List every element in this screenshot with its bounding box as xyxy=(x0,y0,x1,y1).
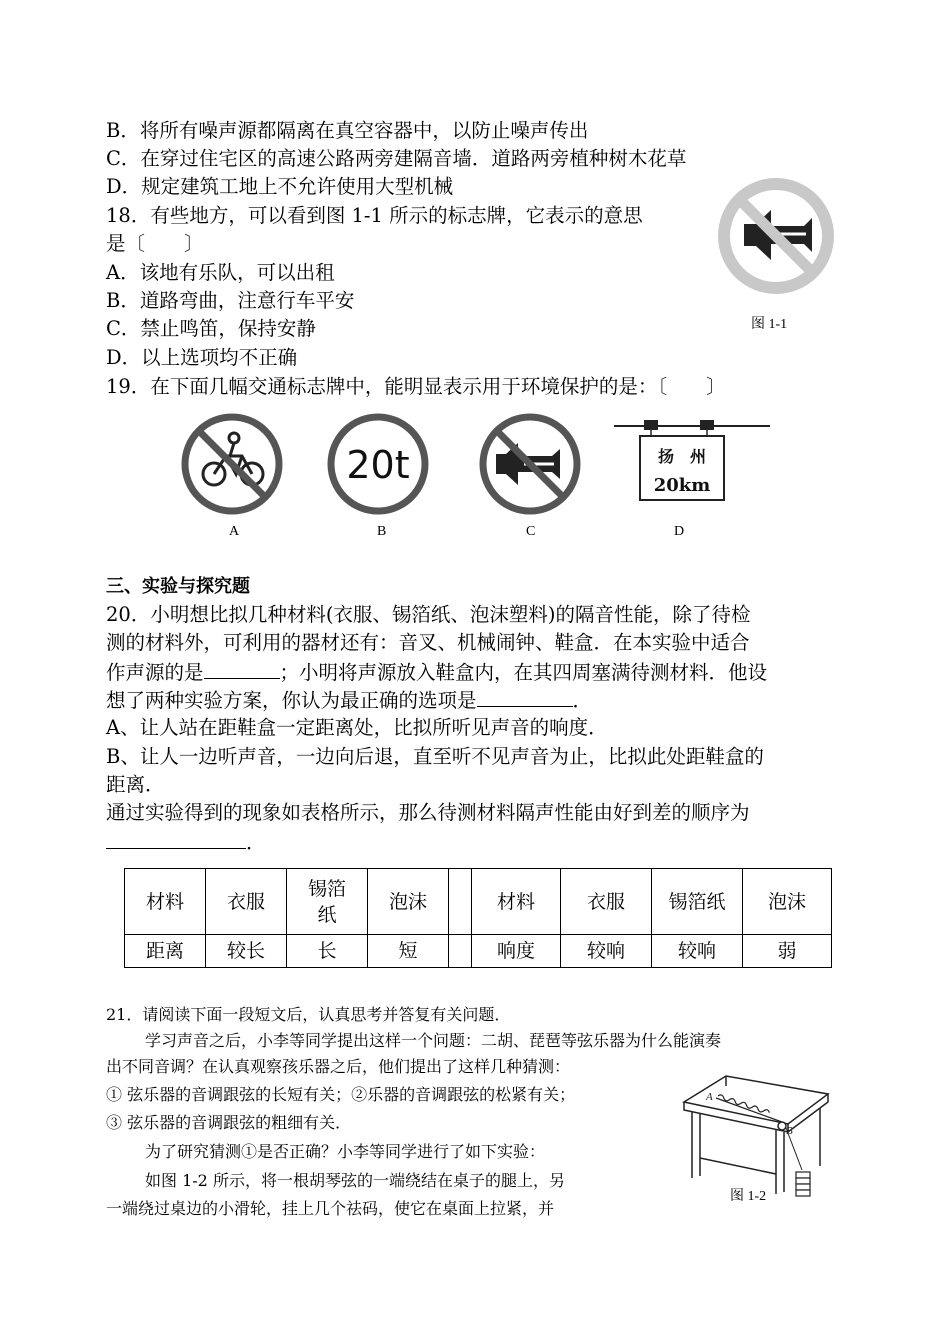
answer-blank-1 xyxy=(204,658,280,679)
q20-results-table xyxy=(124,868,832,968)
q18-option-b: B．道路弯曲，注意行车平安 xyxy=(106,289,355,312)
table-cell: 距离 xyxy=(125,935,206,968)
table-cell: 锡箔纸 xyxy=(652,869,743,935)
q20-line5: 通过实验得到的现象如表格所示，那么待测材料隔声性能由好到差的顺序为 xyxy=(106,801,750,824)
table-cell: 弱 xyxy=(743,935,832,968)
table-gap xyxy=(449,869,472,935)
table-cell: 长 xyxy=(287,935,368,968)
q21-line8: 一端绕过桌边的小滑轮，挂上几个祛码，使它在桌面上拉紧，并 xyxy=(106,1199,555,1218)
sign-a-label: A xyxy=(229,524,240,539)
table-cell: 较响 xyxy=(652,935,743,968)
q20-line4: 想了两种实验方案，你认为最正确的选项是 ． xyxy=(106,686,592,715)
q20-option-b-line1: B、让人一边听声音，一边向后退，直至听不见声音为止，比拟此处距鞋盒的 xyxy=(106,745,764,768)
table-cell: 材料 xyxy=(125,869,206,935)
q21-line2: 学习声音之后，小李等同学提出这样一个问题：二胡、琵琶等弦乐器为什么能演奏 xyxy=(145,1031,722,1050)
sign-b-label: B xyxy=(377,524,387,539)
sign-b-text: 20t xyxy=(346,443,410,487)
sign-b-weight-limit xyxy=(326,412,430,516)
section-3-heading: 三、实验与探究题 xyxy=(106,576,250,597)
sign-d-distance: 20km xyxy=(653,475,711,496)
sign-d-place: 扬 州 xyxy=(657,447,707,466)
table-cell: 较长 xyxy=(206,935,287,968)
table-cell: 泡沫 xyxy=(368,869,449,935)
q18-option-d: D．以上选项均不正确 xyxy=(106,346,298,369)
table-cell: 响度 xyxy=(472,935,561,968)
q20-option-b-line2: 距离． xyxy=(106,773,165,796)
figure-1-2-caption: 图 1-2 xyxy=(730,1189,767,1204)
table-cell: 较响 xyxy=(561,935,652,968)
answer-blank-2 xyxy=(477,686,573,707)
q17-option-d: D．规定建筑工地上不允许使用大型机械 xyxy=(106,175,454,198)
sign-d-label: D xyxy=(674,524,685,539)
answer-blank-3 xyxy=(106,828,246,849)
q20-line1: 20．小明想比拟几种材料(衣服、锡箔纸、泡沫塑料)的隔音性能，除了待检 xyxy=(106,603,751,626)
no-honking-sign-figure xyxy=(716,174,836,298)
q20-line3: 作声源的是 ；小明将声源放入鞋盒内，在其四周塞满待测材料．他设 xyxy=(106,658,767,687)
table-gap xyxy=(449,935,472,968)
q21-line5: ③ 弦乐器的音调跟弦的粗细有关． xyxy=(106,1113,352,1132)
figure-1-1-caption: 图 1-1 xyxy=(751,317,788,332)
q21-line6: 为了研究猜测①是否正确？小李等同学进行了如下实验： xyxy=(145,1142,546,1161)
figure-label-b: B xyxy=(786,1125,793,1137)
sign-c-no-honking xyxy=(478,412,582,516)
weights-icon xyxy=(796,1172,810,1196)
q19-stem: 19．在下面几幅交通标志牌中，能明显表示用于环境保护的是：〔 〕 xyxy=(106,375,726,398)
q18-option-a: A．该地有乐队，可以出租 xyxy=(106,261,335,284)
q18-stem-line2: 是〔 〕 xyxy=(106,232,204,255)
table-cell: 衣服 xyxy=(206,869,287,935)
q17-option-b: B．将所有噪声源都隔离在真空容器中，以防止噪声传出 xyxy=(106,119,589,142)
figure-label-a: A xyxy=(706,1091,713,1103)
q21-line3: 出不同音调？在认真观察孩乐器之后，他们提出了这样几种猜测： xyxy=(106,1057,571,1076)
table-cell: 锡箔纸 xyxy=(287,869,368,935)
table-cell: 短 xyxy=(368,935,449,968)
sign-c-label: C xyxy=(526,524,536,539)
q18-option-c: C．禁止鸣笛，保持安静 xyxy=(106,317,316,340)
q20-line2: 测的材料外，可利用的器材还有：音叉、机械闹钟、鞋盒．在本实验中适合 xyxy=(106,631,750,654)
table-cell: 材料 xyxy=(472,869,561,935)
table-cell: 衣服 xyxy=(561,869,652,935)
q21-line4: ① 弦乐器的音调跟弦的长短有关；②乐器的音调跟弦的松紧有关； xyxy=(106,1085,576,1104)
q21-line7: 如图 1-2 所示，将一根胡琴弦的一端绕结在桌子的腿上，另 xyxy=(145,1171,565,1190)
sign-d-direction-board xyxy=(612,418,772,504)
q18-stem-line1: 18．有些地方，可以看到图 1-1 所示的标志牌，它表示的意思 xyxy=(106,204,643,227)
q20-line6: ． xyxy=(106,828,266,857)
q21-line1: 21．请阅读下面一段短文后，认真思考并答复有关问题． xyxy=(106,1005,511,1024)
table-cell: 泡沫 xyxy=(743,869,832,935)
sign-a-no-bicycle xyxy=(180,412,284,516)
q17-option-c: C．在穿过住宅区的高速公路两旁建隔音墙．道路两旁植种树木花草 xyxy=(106,147,687,170)
q20-option-a: A、让人站在距鞋盒一定距离处，比拟所听见声音的响度． xyxy=(106,716,608,739)
